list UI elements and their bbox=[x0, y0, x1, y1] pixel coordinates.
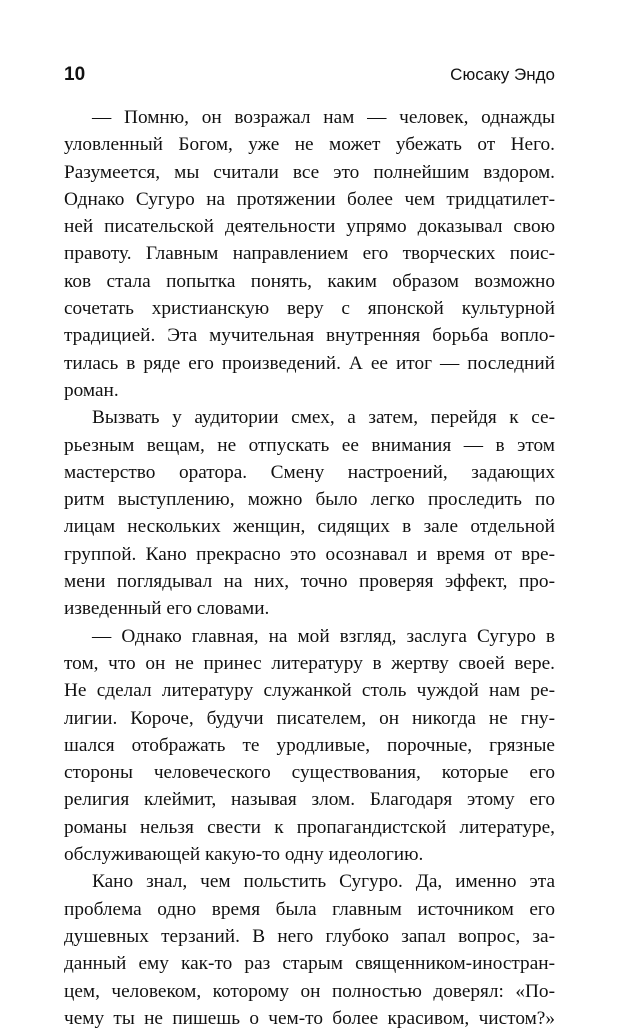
text-line: — Помню, он возражал нам — человек, однажды bbox=[92, 107, 555, 128]
text-line: мени поглядывал на них, точно проверяя эффект, про- bbox=[64, 571, 555, 593]
text-line: изведенный его словами. bbox=[64, 598, 270, 620]
text-line: обслуживающей какую-то одну идеологию. bbox=[64, 844, 424, 866]
text-line: — Однако главная, на мой взгляд, заслуга Сугуро в bbox=[92, 625, 555, 647]
text-line: цем, человеком, которому он полностью доверял: «По- bbox=[64, 980, 555, 1002]
text-line: рьезным вещам, не отпускать ее внимания — в этом bbox=[64, 434, 555, 456]
text-line: лицам нескольких женщин, сидящих в зале отдельной bbox=[64, 516, 555, 538]
text-line: Кано знал, чем польстить Сугуро. Да, именно эта bbox=[92, 871, 555, 893]
running-header bbox=[64, 64, 555, 90]
text-line: ней писательской деятельности упрямо доказывал свою bbox=[64, 216, 555, 238]
text-line: группой. Кано прекрасно это осознавал и время от вре- bbox=[64, 543, 555, 565]
paragraph bbox=[64, 868, 555, 1032]
text-line: правоту. Главным направлением его творческих поис- bbox=[64, 243, 555, 265]
paragraph bbox=[64, 104, 555, 404]
text-line: проблема одно время была главным источником его bbox=[64, 898, 555, 920]
text-line: данный ему как-то раз старым священником-иностран- bbox=[64, 953, 555, 975]
text-line: чему ты не пишешь о чем-то более красивом, чистом?» bbox=[64, 1007, 555, 1029]
text-line: традицией. Эта мучительная внутренняя борьба вопло- bbox=[64, 325, 555, 347]
text-line: религия клеймит, называя злом. Благодаря этому его bbox=[64, 789, 555, 811]
text-line: мастерство оратора. Смену настроений, задающих bbox=[64, 461, 555, 483]
paragraph bbox=[64, 623, 555, 869]
text-line: том, что он не принес литературу в жертву своей вере. bbox=[64, 652, 555, 674]
text-line: сочетать христианскую веру с японской культурной bbox=[64, 298, 555, 320]
page-number: 10 bbox=[64, 64, 86, 85]
text-line: ритм выступлению, можно было легко проследить по bbox=[64, 489, 555, 511]
text-line: стороны человеческого существования, которые его bbox=[64, 762, 555, 784]
text-line: лигии. Короче, будучи писателем, он никогда не гну- bbox=[64, 707, 555, 729]
text-line: роман. bbox=[64, 379, 119, 401]
text-line: тилась в ряде его произведений. А ее итог — последний bbox=[64, 352, 555, 374]
text-line: романы нельзя свести к пропагандистской литературе, bbox=[64, 816, 555, 838]
paragraph bbox=[64, 404, 555, 622]
running-title: Сюсаку Эндо bbox=[450, 65, 555, 84]
text-line: Не сделал литературу служанкой столь чуждой нам ре- bbox=[64, 680, 555, 702]
text-line: шался отображать те уродливые, порочные, грязные bbox=[64, 734, 555, 756]
text-line: Разумеется, мы считали все это полнейшим вздором. bbox=[64, 161, 555, 183]
text-line: душевных терзаний. В него глубоко запал вопрос, за- bbox=[64, 925, 555, 947]
body-text bbox=[64, 104, 555, 1032]
text-line: уловленный Богом, уже не может убежать от Него. bbox=[64, 134, 555, 156]
text-line: ков стала попытка понять, каким образом возможно bbox=[64, 270, 555, 292]
text-line: Однако Сугуро на протяжении более чем тридцатилет- bbox=[64, 188, 555, 210]
text-line: Вызвать у аудитории смех, а затем, перейдя к се- bbox=[92, 407, 555, 429]
